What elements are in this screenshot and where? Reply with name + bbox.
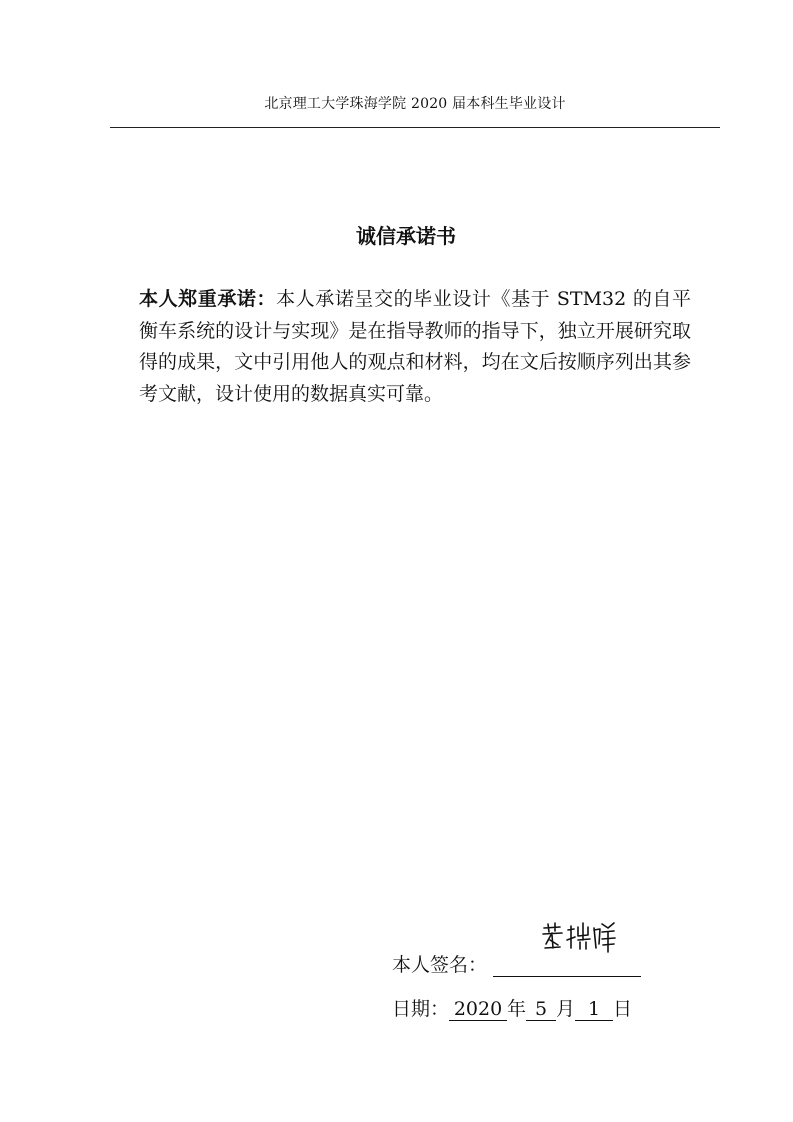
date-day: 1 — [575, 998, 613, 1021]
signature-label: 本人签名： — [392, 954, 488, 976]
pledge-body: 本人承诺呈交的毕业设计《基于 STM32 的自平衡车系统的设计与实现》是在指导教师的指导下，独立开展研究取得的成果，文中引用他人的观点和材料，均在文后按顺序列出其参考文献，设计使用的数据真实可靠。 — [139, 288, 691, 405]
date-year-unit: 年 — [507, 998, 527, 1020]
document-title: 诚信承诺书 — [356, 224, 456, 248]
pledge-paragraph — [139, 284, 691, 410]
running-header: 北京理工大学珠海学院 2020 届本科生毕业设计 — [264, 96, 566, 112]
header-divider — [110, 127, 720, 128]
date-month-unit: 月 — [556, 998, 576, 1020]
date-month: 5 — [526, 998, 556, 1021]
date-year: 2020 — [449, 998, 507, 1021]
pledge-lead: 本人郑重承诺： — [139, 288, 277, 310]
signature-row — [392, 950, 641, 977]
date-label: 日期： — [392, 998, 450, 1020]
signature-line — [493, 952, 641, 977]
date-row — [392, 994, 632, 1021]
date-day-unit: 日 — [613, 998, 633, 1020]
